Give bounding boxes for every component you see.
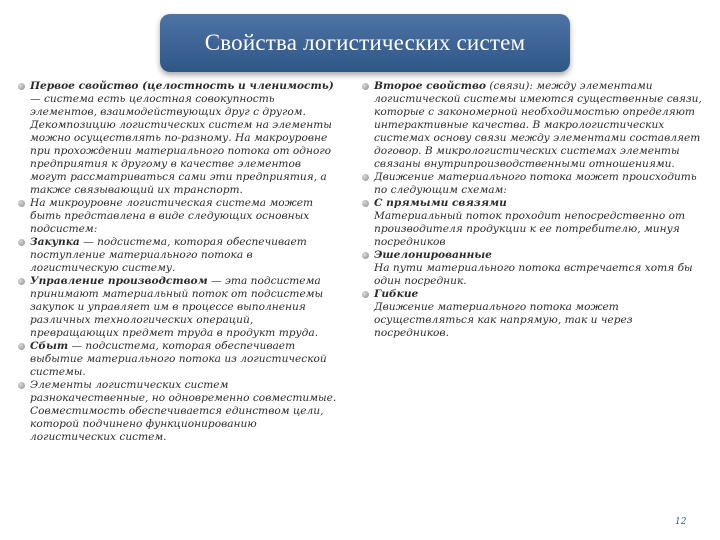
list-item [18, 80, 340, 197]
item-lead: Управление производством [30, 275, 208, 287]
bullet-icon [362, 83, 369, 90]
item-text: На микроуровне логистическая система может быть представлена в виде следующих основных подсистем: [30, 197, 314, 235]
list-item [18, 340, 340, 379]
bullet-icon [362, 252, 369, 259]
bullet-icon [362, 200, 369, 207]
item-lead: Сбыт [30, 340, 69, 352]
item-text: Элементы логистических систем разнокачественные, но одновременно совместимые. Совместимость обеспечивается единством цели, которой подчинено функционированию логистических систем. [30, 379, 337, 443]
bullet-icon [362, 174, 369, 181]
item-lead: С прямыми связями [374, 197, 507, 209]
list-item [18, 236, 340, 275]
bullet-icon [362, 291, 369, 298]
bullet-icon [18, 200, 25, 207]
item-lead: Первое свойство (целостность и членимость) [30, 80, 334, 92]
page-number: 12 [675, 517, 687, 527]
bullet-icon [18, 343, 25, 350]
list-item [362, 197, 707, 249]
slide-title-banner [160, 14, 570, 72]
item-lead: Гибкие [374, 288, 419, 300]
list-item [362, 80, 707, 171]
list-item [18, 197, 340, 236]
list-item [362, 288, 707, 340]
item-text: — подсистема, которая обеспечивает выбытие материального потока из логистической системы. [30, 340, 327, 378]
bullet-icon [18, 239, 25, 246]
right-column [362, 80, 707, 340]
list-item [18, 275, 340, 340]
item-text: (связи): между элементами логистической системы имеются существенные связи, которые с закономерной необходимостью определяют интерактивные качества. В макрологистических системах основу связи между элементами составляет договор. В микрологистических системах элементы связаны внутрипроизводственными отношениями. [374, 80, 702, 170]
item-text: Движение материального потока может осуществляться как напрямую, так и через посредников. [374, 301, 633, 339]
item-lead: Закупка [30, 236, 80, 248]
item-lead: Эшелонированные [374, 249, 492, 261]
item-text: — эта подсистема принимают материальный поток от подсистемы закупок и управляет им в процессе выполнения различных технологических операций, превращающих предмет труда в продукт труда. [30, 275, 324, 339]
bullet-icon [18, 278, 25, 285]
list-item [362, 249, 707, 288]
bullet-icon [18, 83, 25, 90]
item-text: Движение материального потока может происходить по следующим схемам: [374, 171, 697, 196]
item-lead: Второе свойство [374, 80, 486, 92]
item-text: — система есть целостная совокупность элементов, взаимодействующих друг с другом. Декомпозицию логистических систем на элементы можно осуществлять по-разному. На макроуровне при прохождении материального потока от одного предприятия к другому в качестве элементов могут рассматриваться сами эти предприятия, а также связывающий их транспорт. [30, 93, 332, 196]
bullet-icon [18, 382, 25, 389]
item-text: Материальный поток проходит непосредственно от производителя продукции к ее потребителю, минуя посредников [374, 210, 685, 248]
list-item [362, 171, 707, 197]
slide-title: Свойства логистических систем [204, 30, 526, 55]
list-item [18, 379, 340, 444]
left-column [18, 80, 340, 444]
item-text: — подсистема, которая обеспечивает поступление материального потока в логистическую систему. [30, 236, 307, 274]
item-text: На пути материального потока встречается хотя бы один посредник. [374, 262, 693, 287]
